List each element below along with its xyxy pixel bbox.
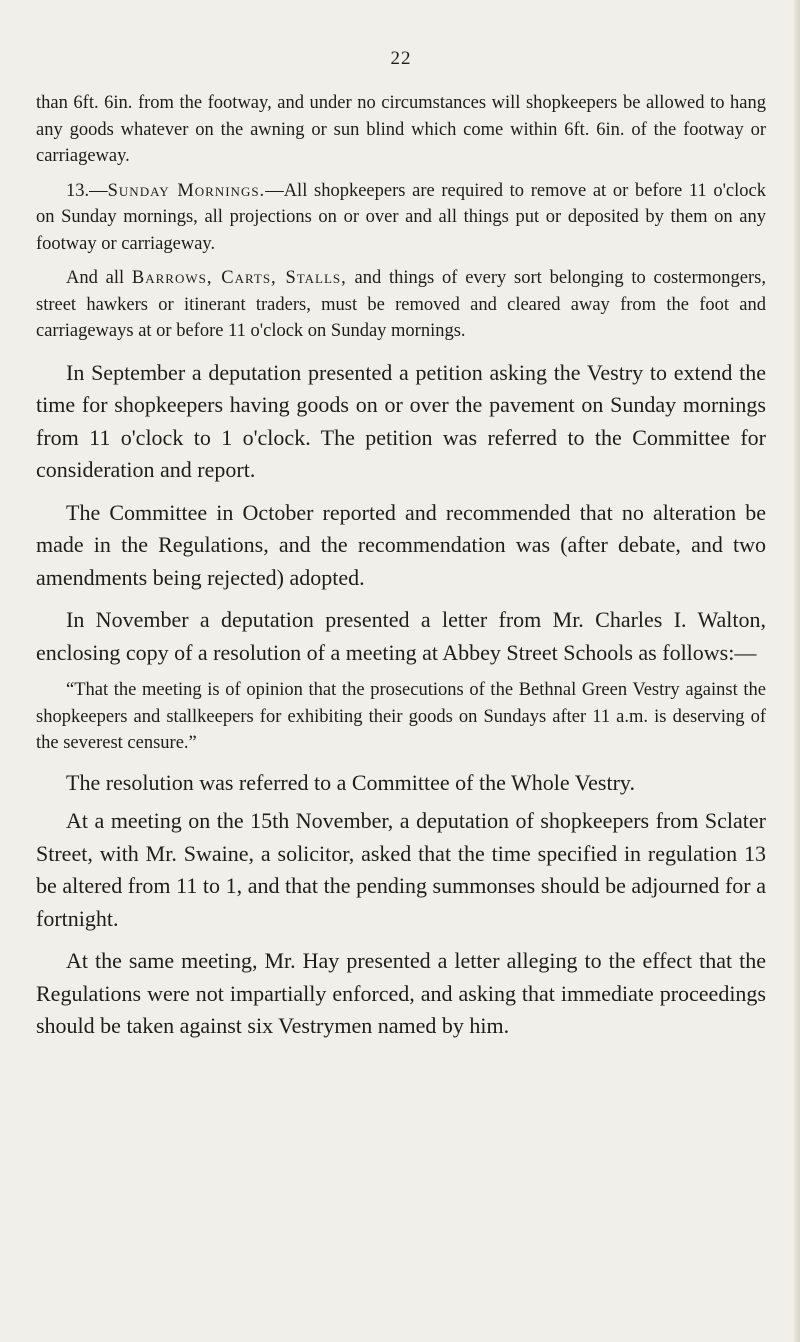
paragraph-barrows-carts (36, 265, 766, 345)
quoted-resolution-section (36, 677, 766, 757)
paragraph-sclater-street: At a meeting on the 15th November, a deputation of shopkeepers from Sclater Street, with Mr. Swaine, a solicitor, asked that the time specified in regulation 13 be altered from 11 to 1, and that the pending summonses should be adjourned for a fortnight. (36, 808, 766, 931)
regulation-text: —All shopkeepers are required to remove at or before 11 o'clock on Sunday mornings, all projections on or over and all things put or deposited by them on any footway or carriageway. (36, 180, 766, 254)
page-number: 22 (390, 48, 412, 69)
document-page (36, 48, 766, 1043)
narrative-section (36, 357, 766, 670)
barrows-text: and things of every sort belonging to costermongers, street hawkers or itinerant traders, must be removed and cleared away from the foot and carriageways at or before 11 o'clock on Sunday mornings. (36, 268, 767, 341)
paragraph-november-letter: In November a deputation presented a letter from Mr. Charles I. Walton, enclosing copy of a resolution of a meeting at Abbey Street Schools as follows:— (36, 607, 766, 665)
paragraph-sunday-mornings (36, 178, 766, 258)
regulation-number: 13.— (66, 180, 108, 201)
closing-section (36, 767, 766, 1043)
paragraph-awning-rule: than 6ft. 6in. from the footway, and under no circumstances will shopkeepers be allowed to hang any goods whatever on the awning or sun blind which come within 6ft. 6in. of the footway or carriageway. (36, 93, 766, 166)
barrows-intro: And all (66, 268, 132, 288)
paragraph-resolution-quote: “That the meeting is of opinion that the prosecutions of the Bethnal Green Vestry against the shopkeepers and stallkeepers for exhibiting their goods on Sundays after 11 a.m. is deserving of the severest censure.” (36, 680, 766, 753)
paragraph-mr-hay-letter: At the same meeting, Mr. Hay presented a letter alleging to the effect that the Regulations were not impartially enforced, and asking that immediate proceedings should be taken against six Vestrymen named by him. (36, 948, 766, 1038)
barrows-heading: Barrows, Carts, Stalls, (131, 268, 347, 288)
regulation-heading: Sunday Mornings. (107, 180, 266, 201)
regulations-section (36, 90, 766, 345)
paragraph-september-petition: In September a deputation presented a petition asking the Vestry to extend the time for shopkeepers having goods on or over the pavement on Sunday mornings from 11 o'clock to 1 o'clock. The petition was referred to the Committee for consideration and report. (36, 359, 766, 482)
paragraph-october-report: The Committee in October reported and recommended that no alteration be made in the Regulations, and the recommendation was (after debate, and two amendments being rejected) adopted. (36, 499, 766, 590)
paragraph-committee-referral: The resolution was referred to a Committee of the Whole Vestry. (66, 769, 635, 795)
page-edge-shadow (794, 0, 800, 1342)
